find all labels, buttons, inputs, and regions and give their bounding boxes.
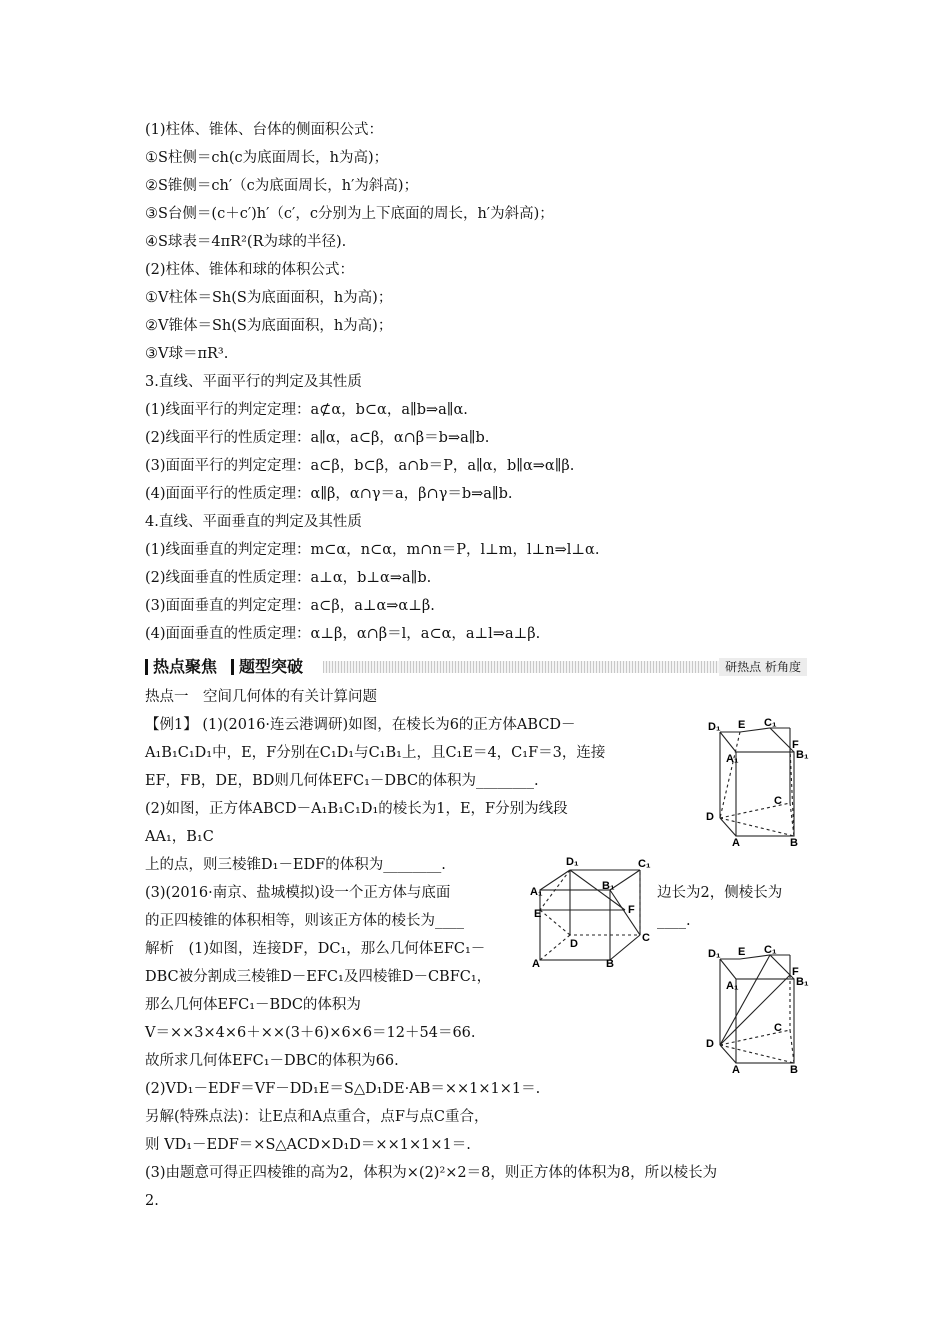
example-line: 故所求几何体EFC₁－DBC的体积为66.	[145, 1053, 399, 1069]
vertex-label: F	[792, 739, 799, 751]
vertex-label: A	[532, 958, 540, 970]
banner-title-right: 题型突破	[235, 656, 307, 678]
example-line: DBC被分割成三棱锥D－EFC₁及四棱锥D－CBFC₁，	[145, 969, 492, 985]
section-title: 热点一 空间几何体的有关计算问题	[145, 689, 377, 705]
formula-line: (4)面面垂直的性质定理：α⊥β，α∩β＝l，a⊂α，a⊥l⇒a⊥β.	[145, 626, 541, 642]
vertex-label: B	[606, 958, 614, 970]
formula-line: 4.直线、平面垂直的判定及其性质	[145, 514, 362, 530]
formula-line: ①V柱体＝Sh(S为底面面积，h为高)；	[145, 290, 393, 306]
example-line: EF，FB，DE，BD则几何体EFC₁－DBC的体积为________.	[145, 773, 539, 789]
vertex-label: D	[706, 1038, 714, 1050]
example-line: 2.	[145, 1193, 159, 1209]
cube-figure-3	[700, 945, 810, 1075]
example-line: 那么几何体EFC₁－BDC的体积为	[145, 997, 361, 1013]
side-text-1: 边长为2，侧棱长为	[657, 885, 783, 901]
formula-line: (1)柱体、锥体、台体的侧面积公式：	[145, 122, 384, 138]
vertex-label: B₁	[796, 976, 809, 988]
cube-figure-1	[700, 718, 810, 848]
vertex-label: C	[642, 932, 650, 944]
vertex-label: D₁	[708, 948, 721, 960]
vertex-label: B₁	[602, 880, 615, 892]
example-line: (2)如图，正方体ABCD－A₁B₁C₁D₁的棱长为1，E，F分别为线段	[145, 801, 568, 817]
vertex-label: E	[534, 908, 542, 920]
formula-line: (2)线面垂直的性质定理：a⊥α，b⊥α⇒a∥b.	[145, 570, 432, 586]
vertex-label: E	[738, 946, 746, 958]
example-line: V＝××3×4×6＋××(3＋6)×6×6＝12＋54＝66.	[145, 1025, 476, 1041]
formula-line: 3.直线、平面平行的判定及其性质	[145, 374, 362, 390]
example-line: (3)由题意可得正四棱锥的高为2，体积为×(2)²×2＝8，则正方体的体积为8，所以棱长为	[145, 1165, 718, 1181]
vertex-label: C₁	[764, 945, 777, 956]
example-line: 解析 (1)如图，连接DF，DC₁，那么几何体EFC₁－	[145, 941, 486, 957]
vertex-label: D	[570, 938, 578, 950]
vertex-label: A	[732, 837, 740, 848]
formula-line: ③S台侧＝(c＋c′)h′（c′，c分别为上下底面的周长，h′为斜高)；	[145, 206, 554, 222]
vertex-label: C	[774, 795, 782, 807]
formula-line: ④S球表＝4πR²(R为球的半径).	[145, 234, 347, 250]
formula-line: (3)面面平行的判定定理：a⊂β，b⊂β，a∩b＝P，a∥α，b∥α⇒α∥β.	[145, 458, 575, 474]
example-line: 则 VD₁－EDF＝×S△ACD×D₁D＝××1×1×1＝.	[145, 1137, 471, 1153]
vertex-label: F	[792, 966, 799, 978]
section-banner	[145, 656, 807, 678]
vertex-label: C₁	[638, 858, 651, 870]
banner-divider	[231, 659, 234, 675]
formula-line: (1)线面平行的判定定理：a⊄α，b⊂α，a∥b⇒a∥α.	[145, 402, 468, 418]
vertex-label: C	[774, 1022, 782, 1034]
formula-line: (1)线面垂直的判定定理：m⊂α，n⊂α，m∩n＝P，l⊥m，l⊥n⇒l⊥α.	[145, 542, 600, 558]
vertex-label: B	[790, 837, 798, 848]
example-line: 的正四棱锥的体积相等，则该正方体的棱长为____	[145, 913, 464, 929]
banner-tag: 研热点 析角度	[719, 658, 807, 676]
vertex-label: A₁	[726, 980, 739, 992]
side-text-2: ____.	[657, 913, 691, 929]
vertex-label: B	[790, 1064, 798, 1075]
vertex-label: D₁	[708, 721, 721, 733]
vertex-label: B₁	[796, 749, 809, 761]
formula-line: ①S柱侧＝ch(c为底面周长，h为高)；	[145, 150, 389, 166]
example-line: AA₁，B₁C	[145, 829, 214, 845]
formula-line: ②S锥侧＝ch′（c为底面周长，h′为斜高)；	[145, 178, 419, 194]
vertex-label: F	[628, 904, 635, 916]
banner-marker	[145, 659, 148, 675]
example-line: A₁B₁C₁D₁中，E，F分别在C₁D₁与C₁B₁上，且C₁E＝4，C₁F＝3，连接	[145, 745, 606, 761]
vertex-label: C₁	[764, 718, 777, 729]
cube-figure-2	[530, 855, 660, 970]
example-line: 【例1】 (1)(2016·连云港调研)如图，在棱长为6的正方体ABCD－	[145, 717, 576, 733]
vertex-label: A₁	[726, 753, 739, 765]
formula-line: (2)线面平行的性质定理：a∥α，a⊂β，α∩β＝b⇒a∥b.	[145, 430, 490, 446]
example-line: 上的点，则三棱锥D₁－EDF的体积为________.	[145, 857, 446, 873]
formula-line: (2)柱体、锥体和球的体积公式：	[145, 262, 355, 278]
example-line: 另解(特殊点法)：让E点和A点重合，点F与点C重合，	[145, 1109, 489, 1125]
example-line: (3)(2016·南京、盐城模拟)设一个正方体与底面	[145, 885, 451, 901]
vertex-label: E	[738, 719, 746, 731]
formula-line: (3)面面垂直的判定定理：a⊂β，a⊥α⇒α⊥β.	[145, 598, 435, 614]
vertex-label: D₁	[566, 856, 579, 868]
vertex-label: D	[706, 811, 714, 823]
formula-line: ②V锥体＝Sh(S为底面面积，h为高)；	[145, 318, 393, 334]
example-line: (2)VD₁－EDF＝VF－DD₁E＝S△D₁DE·AB＝××1×1×1＝.	[145, 1081, 541, 1097]
banner-title-left: 热点聚焦	[149, 656, 221, 678]
formula-line: (4)面面平行的性质定理：α∥β，α∩γ＝a，β∩γ＝b⇒a∥b.	[145, 486, 513, 502]
vertex-label: A₁	[530, 886, 543, 898]
formula-line: ③V球＝πR³.	[145, 346, 229, 362]
vertex-label: A	[732, 1064, 740, 1075]
